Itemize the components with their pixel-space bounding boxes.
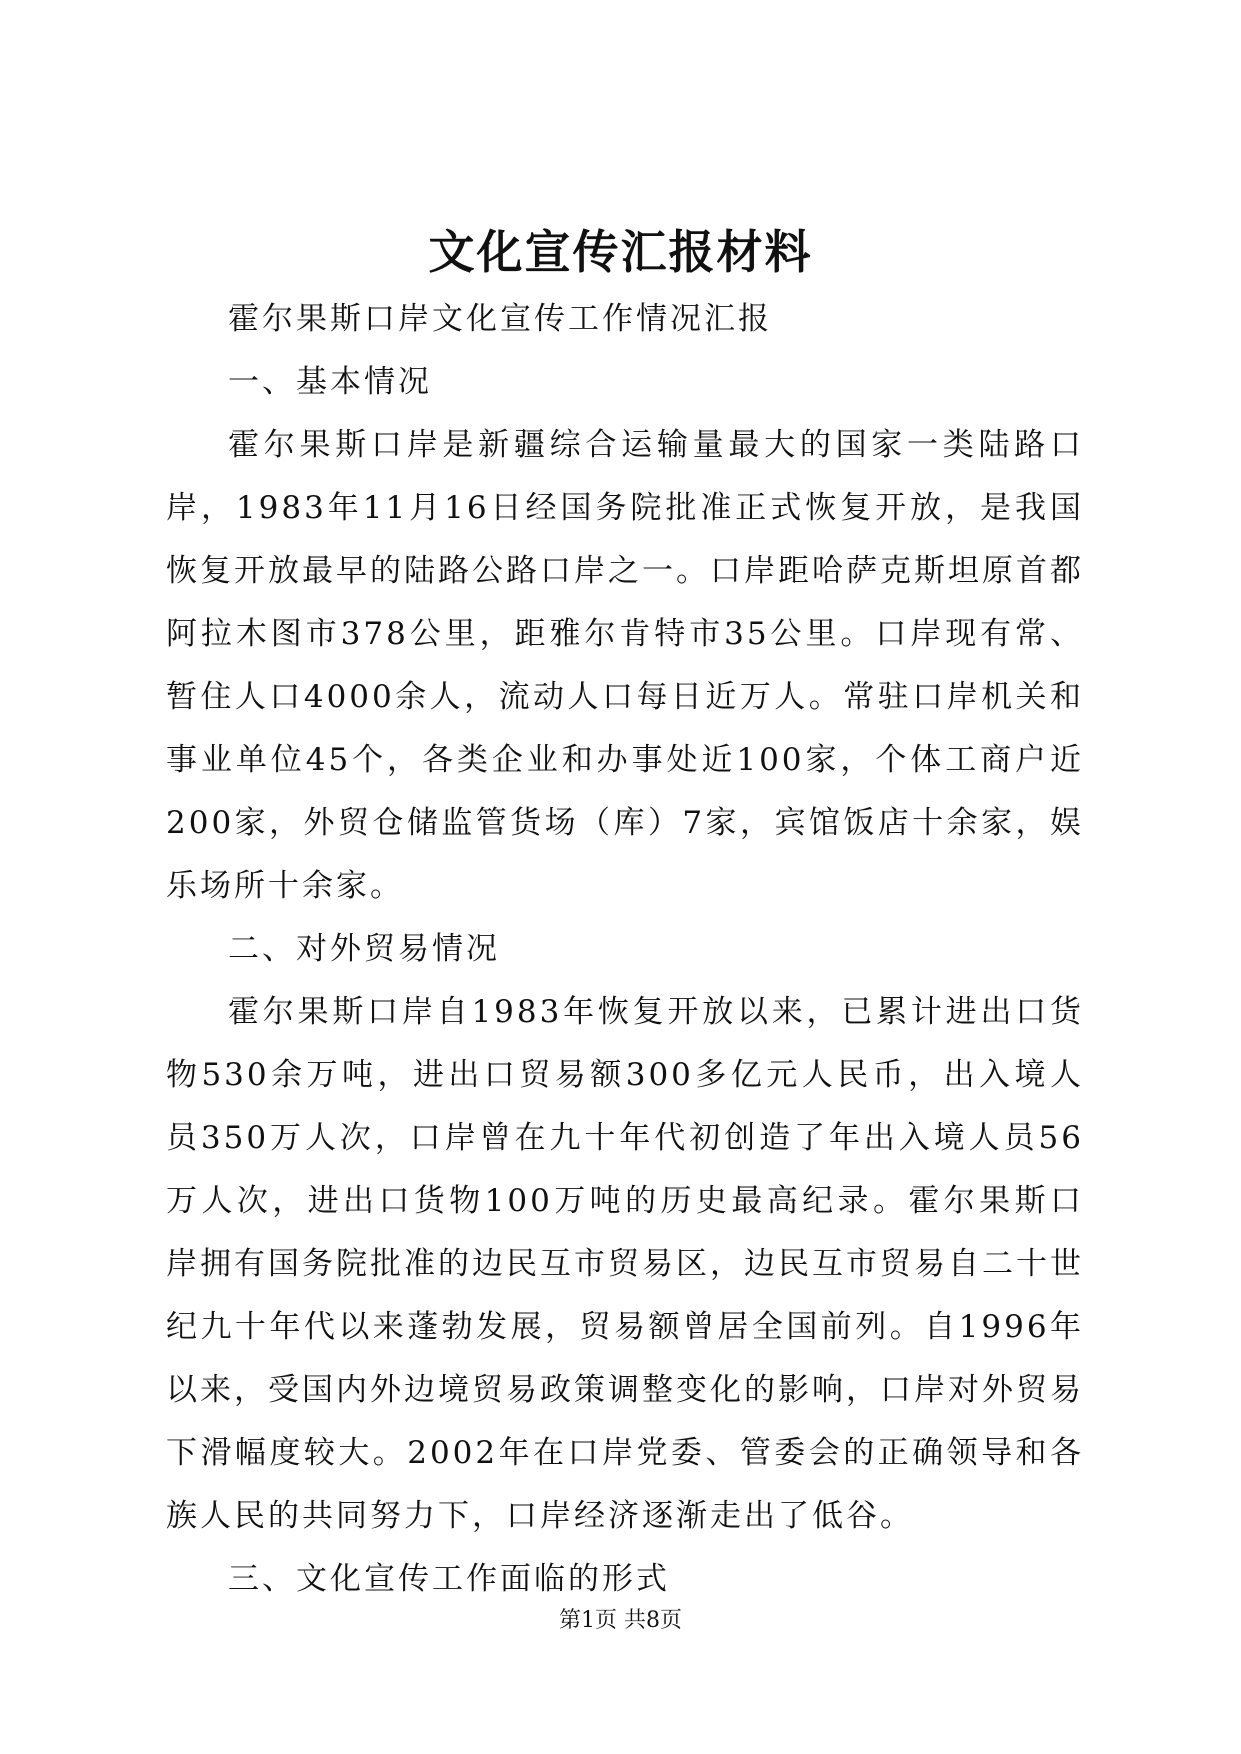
paragraph-foreign-trade: 霍尔果斯口岸自1983年恢复开放以来，已累计进出口货物530余万吨，进出口贸易额300多亿元人民币，出入境人员350万人次，口岸曾在九十年代初创造了年出入境人员56万人次，进出口货物100万吨的历史最高纪录。霍尔果斯口岸拥有国务院批准的边民互市贸易区，边民互市贸易自二十世纪九十年代以来蓬勃发展，贸易额曾居全国前列。自1996年以来，受国内外边境贸易政策调整变化的影响，口岸对外贸易下滑幅度较大。2002年在口岸党委、管委会的正确领导和各族人民的共同努力下，口岸经济逐渐走出了低谷。 [166,994,1084,1534]
report-subtitle: 霍尔果斯口岸文化宣传工作情况汇报 [228,301,772,337]
section-heading-foreign-trade: 二、对外贸易情况 [228,931,500,967]
section-heading-basic-info: 一、基本情况 [228,364,432,400]
paragraph-basic-info: 霍尔果斯口岸是新疆综合运输量最大的国家一类陆路口岸，1983年11月16日经国务院批准正式恢复开放，是我国恢复开放最早的陆路公路口岸之一。口岸距哈萨克斯坦原首都阿拉木图市378公里，距雅尔肯特市35公里。口岸现有常、暂住人口4000余人，流动人口每日近万人。常驻口岸机关和事业单位45个，各类企业和办事处近100家，个体工商户近200家，外贸仓储监管货场（库）7家，宾馆饭店十余家，娱乐场所十余家。 [166,427,1084,904]
section-heading-cultural-work: 三、文化宣传工作面临的形式 [228,1561,670,1597]
document-body [166,288,1084,1611]
page-number-footer: 第1页 共8页 [559,1608,682,1633]
document-title: 文化宣传汇报材料 [428,225,813,279]
